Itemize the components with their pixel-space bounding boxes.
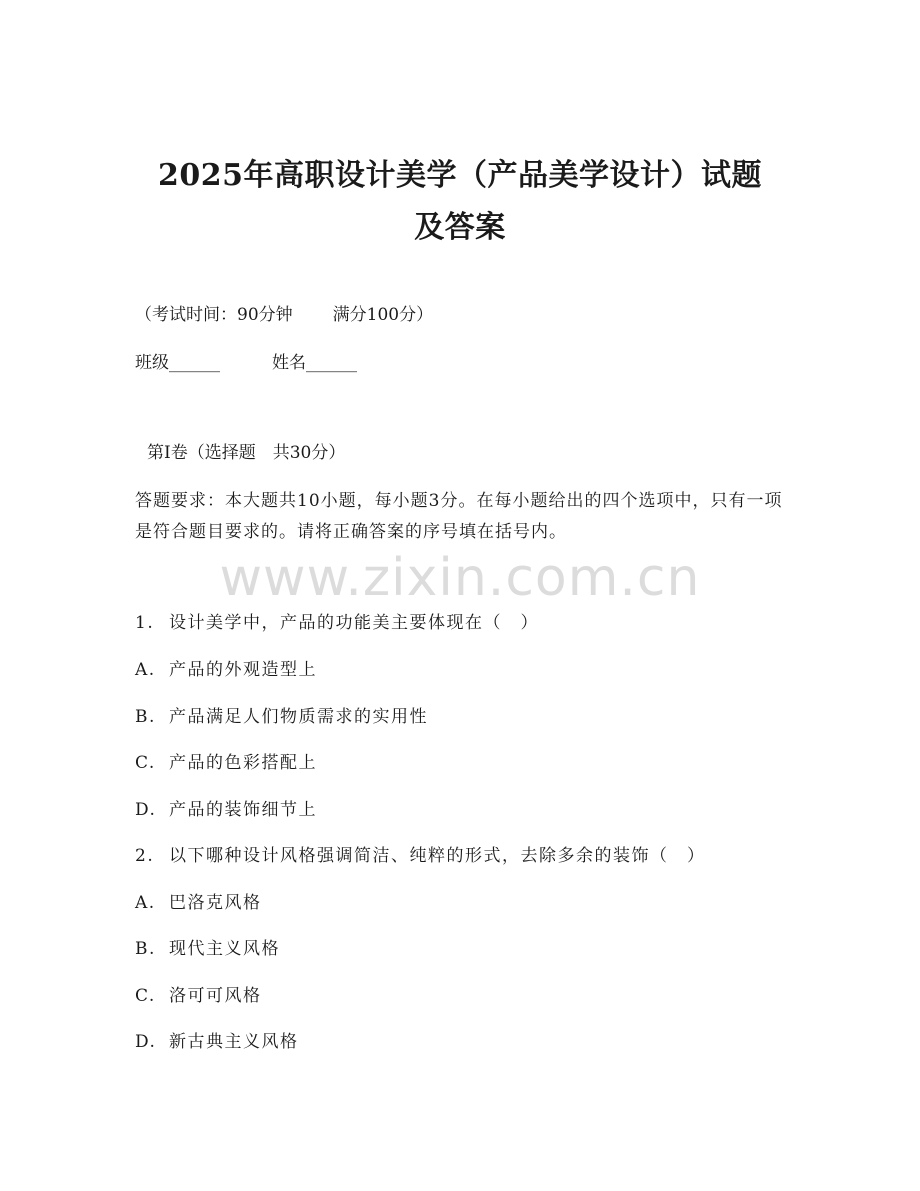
- option-label: A.: [135, 893, 156, 913]
- option-text: 现代主义风格: [169, 939, 280, 959]
- watermark: www.zixin.com.cn: [219, 548, 701, 608]
- exam-time: （考试时间：90分钟: [135, 305, 293, 325]
- name-label: 姓名______: [272, 353, 357, 373]
- question-number: 2.: [135, 846, 155, 866]
- exam-info: [135, 302, 433, 328]
- title-line-2: 及答案: [414, 210, 506, 245]
- option-text: 产品满足人们物质需求的实用性: [169, 707, 428, 727]
- exam-score: 满分100分）: [332, 305, 434, 325]
- option-label: D.: [135, 1032, 157, 1052]
- option-label: C.: [135, 986, 156, 1006]
- option-label: C.: [135, 753, 156, 773]
- question-number: 1.: [135, 613, 155, 633]
- document-title: [80, 150, 840, 254]
- question-1-option-a: [135, 657, 317, 683]
- question-text: 设计美学中，产品的功能美主要体现在（ ）: [169, 613, 539, 633]
- question-1-option-c: [135, 750, 317, 776]
- question-2-option-d: [135, 1029, 299, 1055]
- question-2: [135, 843, 706, 869]
- option-text: 巴洛克风格: [169, 893, 262, 913]
- section-title: 第Ⅰ卷（选择题 共30分）: [147, 443, 346, 463]
- question-2-option-a: [135, 890, 262, 916]
- student-info: [135, 350, 357, 376]
- option-label: B.: [135, 707, 156, 727]
- option-label: B.: [135, 939, 156, 959]
- section-instructions: 答题要求：本大题共10小题，每小题3分。在每小题给出的四个选项中，只有一项是符合题目要求的。请将正确答案的序号填在括号内。: [135, 491, 783, 542]
- question-2-option-b: [135, 936, 280, 962]
- title-line-1: 2025年高职设计美学（产品美学设计）试题: [158, 158, 762, 193]
- question-1: [135, 610, 539, 636]
- option-text: 新古典主义风格: [169, 1032, 299, 1052]
- option-label: A.: [135, 660, 156, 680]
- option-text: 产品的色彩搭配上: [169, 753, 317, 773]
- option-text: 洛可可风格: [169, 986, 262, 1006]
- option-text: 产品的外观造型上: [169, 660, 317, 680]
- question-1-option-b: [135, 704, 428, 730]
- class-label: 班级______: [135, 353, 220, 373]
- question-2-option-c: [135, 983, 262, 1009]
- option-label: D.: [135, 800, 157, 820]
- question-text: 以下哪种设计风格强调简洁、纯粹的形式，去除多余的装饰（ ）: [169, 846, 706, 866]
- question-1-option-d: [135, 797, 317, 823]
- option-text: 产品的装饰细节上: [169, 800, 317, 820]
